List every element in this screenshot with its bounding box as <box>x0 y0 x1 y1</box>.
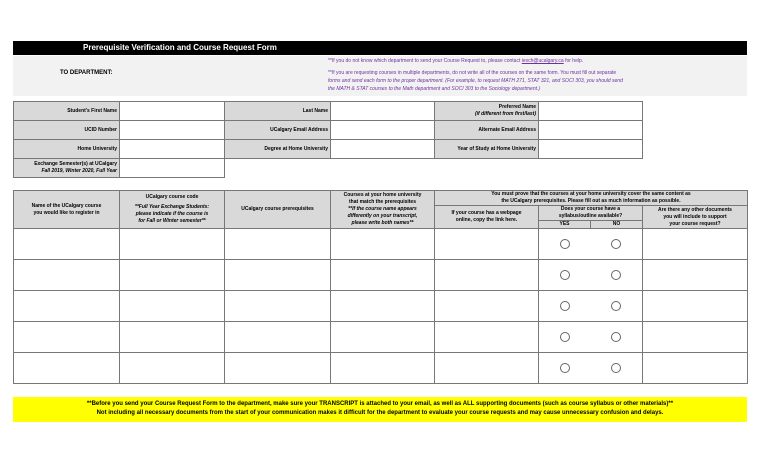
footer-warning <box>13 397 747 422</box>
last-name-label: Last Name <box>225 102 331 121</box>
syllabus-yes-radio[interactable] <box>560 363 570 373</box>
degree-label: Degree at Home University <box>225 140 331 159</box>
contact-note-prefix: **If you do not know which department to send your Course Request to, please contact <box>328 58 522 64</box>
multiple-departments-note: **If you are requesting courses in multiple departments, do not write all of the courses on the same form. You must fill out separate <box>328 70 617 76</box>
course-code-input[interactable] <box>120 353 225 384</box>
syllabus-no-radio-cell <box>591 291 643 322</box>
course-code-input[interactable] <box>120 291 225 322</box>
course-name-input[interactable] <box>14 291 120 322</box>
other-documents-input[interactable] <box>643 322 748 353</box>
syllabus-no-radio[interactable] <box>611 270 621 280</box>
footer-warning-line2: Not including all necessary documents from the start of your communication makes it difficult for the department to evaluate your course requests and may cause unnecessary confusion and delays. <box>96 410 664 416</box>
home-course-input[interactable] <box>331 291 435 322</box>
syllabus-no-radio-cell <box>591 229 643 260</box>
exchange-semester-input[interactable] <box>120 159 225 178</box>
home-course-input[interactable] <box>331 260 435 291</box>
first-name-label: Student's First Name <box>14 102 120 121</box>
contact-note <box>328 57 738 65</box>
syllabus-yes-radio-cell <box>539 229 591 260</box>
other-documents-input[interactable] <box>643 353 748 384</box>
course-request-table <box>13 190 748 384</box>
other-documents-header: Are there any other documents you will include to support your course request? <box>643 206 748 229</box>
syllabus-no-radio-cell <box>591 353 643 384</box>
alt-email-label: Alternate Email Address <box>435 121 539 140</box>
footer-warning-line1: **Before you send your Course Request Form to the department, make sure your TRANSCRIPT is attached to your email, as well as ALL supporting documents (such as course syllabus or other materials)** <box>86 401 674 407</box>
preferred-name-input[interactable] <box>539 102 643 121</box>
multiple-departments-note-2: forms and send each form to the proper department. (For example, to request MATH 271, STAT 321, and SOCI 303, you should send <box>328 78 623 84</box>
first-name-input[interactable] <box>120 102 225 121</box>
course-name-input[interactable] <box>14 322 120 353</box>
syllabus-no-radio[interactable] <box>611 332 621 342</box>
student-info-table <box>13 101 643 178</box>
last-name-input[interactable] <box>331 102 435 121</box>
course-name-input[interactable] <box>14 260 120 291</box>
form-title: Prerequisite Verification and Course Request Form <box>13 41 747 55</box>
syllabus-yes-radio-cell <box>539 291 591 322</box>
contact-email-link[interactable]: iexch@ucalgary.ca <box>521 58 564 64</box>
exchange-semester-label: Exchange Semester(s) at UCalgary Fall 2019, Winter 2020, Full Year <box>14 159 120 178</box>
course-name-input[interactable] <box>14 229 120 260</box>
syllabus-no-radio[interactable] <box>611 363 621 373</box>
course-row <box>14 260 748 291</box>
course-row <box>14 291 748 322</box>
multiple-departments-note-3: the MATH & STAT courses to the Math department and SOCI 303 to the Sociology department.) <box>328 86 541 92</box>
prerequisites-header: UCalgary course prerequisites <box>225 191 331 229</box>
home-university-input[interactable] <box>120 140 225 159</box>
prerequisites-input[interactable] <box>225 229 331 260</box>
prove-content-header: You must prove that the courses at your home university cover the same content as the UCalgary prerequisites. Please fill out as much information as possible. <box>435 191 748 206</box>
other-documents-input[interactable] <box>643 291 748 322</box>
course-code-input[interactable] <box>120 229 225 260</box>
degree-input[interactable] <box>331 140 435 159</box>
syllabus-no-radio-cell <box>591 322 643 353</box>
home-course-input[interactable] <box>331 353 435 384</box>
contact-note-suffix: for help. <box>563 58 584 64</box>
webpage-link-input[interactable] <box>435 322 539 353</box>
to-department-label: TO DEPARTMENT: <box>60 70 113 76</box>
syllabus-no-radio[interactable] <box>611 301 621 311</box>
home-courses-header: Courses at your home university that match the prerequisites **If the course name appears differently on your transcript, please write both names** <box>331 191 435 229</box>
syllabus-yes-radio-cell <box>539 353 591 384</box>
syllabus-yes-radio[interactable] <box>560 239 570 249</box>
prerequisites-input[interactable] <box>225 353 331 384</box>
course-row <box>14 322 748 353</box>
other-documents-input[interactable] <box>643 229 748 260</box>
syllabus-no-radio-cell <box>591 260 643 291</box>
syllabus-yes-radio[interactable] <box>560 270 570 280</box>
alt-email-input[interactable] <box>539 121 643 140</box>
webpage-link-input[interactable] <box>435 291 539 322</box>
webpage-link-input[interactable] <box>435 260 539 291</box>
course-code-input[interactable] <box>120 260 225 291</box>
course-name-input[interactable] <box>14 353 120 384</box>
preferred-name-label: Preferred Name (if different from first/last) <box>435 102 539 121</box>
ucid-input[interactable] <box>120 121 225 140</box>
course-code-header: UCalgary course code **Full Year Exchange Students: please indicate if the course is for Fall or Winter semester** <box>120 191 225 229</box>
webpage-header: If your course has a webpage online, copy the link here. <box>435 206 539 229</box>
prerequisites-input[interactable] <box>225 291 331 322</box>
course-row <box>14 353 748 384</box>
year-of-study-input[interactable] <box>539 140 643 159</box>
syllabus-header: Does your course have a syllabus/outline available? <box>539 206 643 221</box>
uc-email-input[interactable] <box>331 121 435 140</box>
course-code-input[interactable] <box>120 322 225 353</box>
home-course-input[interactable] <box>331 322 435 353</box>
webpage-link-input[interactable] <box>435 229 539 260</box>
home-course-input[interactable] <box>331 229 435 260</box>
syllabus-yes-radio[interactable] <box>560 332 570 342</box>
syllabus-no-radio[interactable] <box>611 239 621 249</box>
no-header: NO <box>591 221 643 229</box>
prerequisites-input[interactable] <box>225 260 331 291</box>
syllabus-yes-radio-cell <box>539 260 591 291</box>
webpage-link-input[interactable] <box>435 353 539 384</box>
home-university-label: Home University <box>14 140 120 159</box>
course-name-header: Name of the UCalgary course you would like to register in <box>14 191 120 229</box>
other-documents-input[interactable] <box>643 260 748 291</box>
course-row <box>14 229 748 260</box>
prerequisites-input[interactable] <box>225 322 331 353</box>
syllabus-yes-radio[interactable] <box>560 301 570 311</box>
to-department-input[interactable] <box>130 62 320 88</box>
syllabus-yes-radio-cell <box>539 322 591 353</box>
yes-header: YES <box>539 221 591 229</box>
year-of-study-label: Year of Study at Home University <box>435 140 539 159</box>
uc-email-label: UCalgary Email Address <box>225 121 331 140</box>
ucid-label: UCID Number <box>14 121 120 140</box>
